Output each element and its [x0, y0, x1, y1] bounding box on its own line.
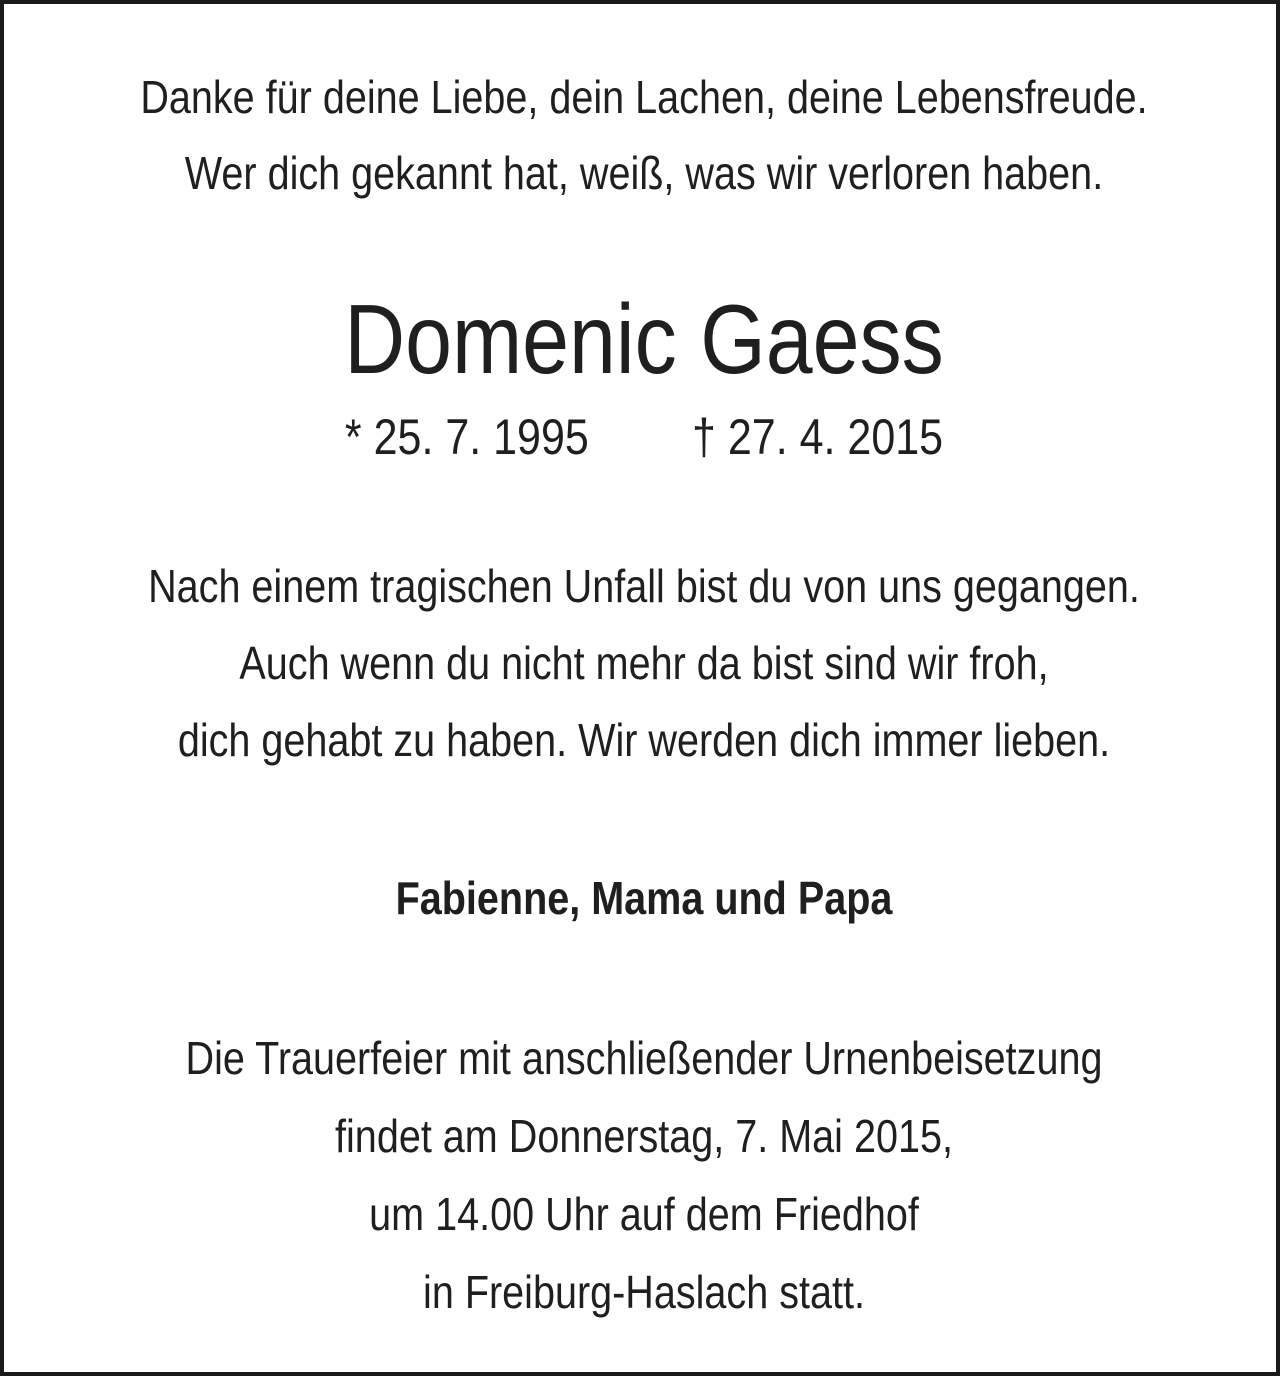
- message-line-1: Nach einem tragischen Unfall bist du von uns gegangen.: [148, 560, 1140, 612]
- intro-line-1: Danke für deine Liebe, dein Lachen, deine Lebensfreude.: [140, 71, 1148, 123]
- ceremony-line-3: um 14.00 Uhr auf dem Friedhof: [369, 1188, 919, 1240]
- message-line-3: dich gehabt zu haben. Wir werden dich immer lieben.: [177, 714, 1111, 766]
- intro-line-2: Wer dich gekannt hat, weiß, was wir verloren haben.: [184, 147, 1104, 199]
- life-dates: [97, 409, 1191, 465]
- ceremony-line-1: Die Trauerfeier mit anschließender Urnenbeisetzung: [185, 1032, 1103, 1084]
- mourners-signature: Fabienne, Mama und Papa: [395, 872, 893, 924]
- birth-date: * 25. 7. 1995: [344, 409, 589, 465]
- ceremony-line-4: in Freiburg-Haslach statt.: [423, 1266, 865, 1318]
- death-date: † 27. 4. 2015: [692, 409, 944, 465]
- deceased-name: Domenic Gaess: [344, 284, 944, 394]
- ceremony-line-2: findet am Donnerstag, 7. Mai 2015,: [335, 1110, 953, 1162]
- message-line-2: Auch wenn du nicht mehr da bist sind wir froh,: [239, 637, 1049, 689]
